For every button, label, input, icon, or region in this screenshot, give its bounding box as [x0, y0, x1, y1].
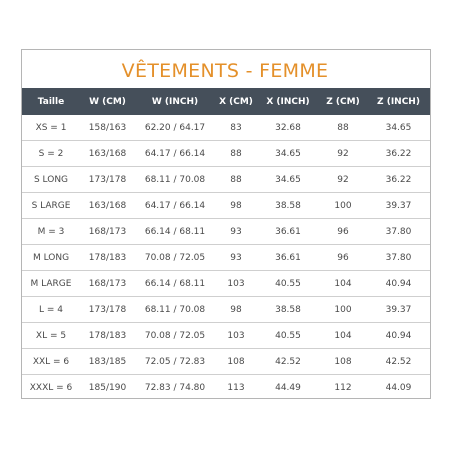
w-inch-cell: 68.11 / 70.08 — [144, 174, 206, 185]
x-inch-cell: 40.55 — [275, 330, 301, 341]
page-title: VÊTEMENTS - FEMME — [121, 60, 329, 82]
w-cm-cell: 178/183 — [88, 330, 127, 341]
x-inch-cell: 32.68 — [275, 122, 301, 133]
table-header — [22, 88, 430, 115]
w-inch-cell: 66.14 / 68.11 — [144, 226, 206, 237]
z-inch-cell: 39.37 — [385, 200, 412, 211]
table-row — [22, 349, 430, 375]
w-inch-cell: 64.17 / 66.14 — [144, 200, 206, 211]
size-cell: S = 2 — [38, 148, 64, 159]
w-inch-cell: 66.14 / 68.11 — [144, 278, 206, 289]
header-w-inch: W (INCH) — [135, 88, 215, 115]
header-z-cm: Z (CM) — [319, 88, 367, 115]
z-inch-cell: 37.80 — [385, 252, 412, 263]
z-inch-cell: 34.65 — [385, 122, 412, 133]
x-inch-cell: 40.55 — [275, 278, 301, 289]
x-cm-cell: 108 — [227, 356, 245, 367]
z-inch-cell: 36.22 — [385, 174, 412, 185]
z-cm-cell: 108 — [334, 356, 352, 367]
size-cell: S LONG — [33, 174, 69, 185]
z-cm-cell: 96 — [337, 252, 349, 263]
x-cm-cell: 98 — [230, 200, 242, 211]
w-inch-cell: 62.20 / 64.17 — [144, 122, 206, 133]
z-cm-cell: 100 — [334, 200, 352, 211]
w-cm-cell: 173/178 — [88, 174, 127, 185]
w-inch-cell: 64.17 / 66.14 — [144, 148, 206, 159]
header-z-inch: Z (INCH) — [367, 88, 430, 115]
w-inch-cell: 70.08 / 72.05 — [144, 252, 206, 263]
x-cm-cell: 113 — [227, 382, 245, 393]
x-cm-cell: 93 — [230, 252, 242, 263]
size-cell: S LARGE — [31, 200, 71, 211]
w-cm-cell: 163/168 — [88, 200, 127, 211]
size-cell: XXL = 6 — [32, 356, 70, 367]
table-row — [22, 219, 430, 245]
z-inch-cell: 37.80 — [385, 226, 412, 237]
table-row — [22, 297, 430, 323]
x-inch-cell: 38.58 — [275, 200, 301, 211]
z-inch-cell: 36.22 — [385, 148, 412, 159]
size-table — [22, 88, 430, 400]
w-inch-cell: 72.83 / 74.80 — [144, 382, 206, 393]
header-row — [22, 88, 430, 115]
size-cell: M LONG — [32, 252, 70, 263]
z-cm-cell: 104 — [334, 330, 352, 341]
x-inch-cell: 34.65 — [275, 148, 301, 159]
header-x-cm: X (CM) — [215, 88, 257, 115]
x-cm-cell: 83 — [230, 122, 242, 133]
x-inch-cell: 36.61 — [275, 226, 301, 237]
z-inch-cell: 44.09 — [385, 382, 412, 393]
size-cell: L = 4 — [38, 304, 63, 315]
table-row — [22, 375, 430, 401]
x-inch-cell: 34.65 — [275, 174, 301, 185]
w-cm-cell: 163/168 — [88, 148, 127, 159]
w-cm-cell: 173/178 — [88, 304, 127, 315]
table-row — [22, 167, 430, 193]
table-row — [22, 141, 430, 167]
z-cm-cell: 96 — [337, 226, 349, 237]
table-row — [22, 245, 430, 271]
w-inch-cell: 70.08 / 72.05 — [144, 330, 206, 341]
table-row — [22, 323, 430, 349]
header-taille: Taille — [22, 88, 80, 115]
z-inch-cell: 40.94 — [385, 278, 412, 289]
size-cell: XS = 1 — [35, 122, 67, 133]
z-cm-cell: 92 — [337, 174, 349, 185]
table-row — [22, 115, 430, 141]
table-row — [22, 271, 430, 297]
x-inch-cell: 42.52 — [275, 356, 301, 367]
table-row — [22, 193, 430, 219]
z-cm-cell: 104 — [334, 278, 352, 289]
w-cm-cell: 178/183 — [88, 252, 127, 263]
x-cm-cell: 98 — [230, 304, 242, 315]
z-inch-cell: 39.37 — [385, 304, 412, 315]
size-cell: M LARGE — [30, 278, 72, 289]
x-cm-cell: 103 — [227, 330, 245, 341]
w-inch-cell: 72.05 / 72.83 — [144, 356, 206, 367]
x-inch-cell: 38.58 — [275, 304, 301, 315]
header-w-cm: W (CM) — [80, 88, 135, 115]
size-cell: XXXL = 6 — [29, 382, 73, 393]
z-inch-cell: 42.52 — [385, 356, 412, 367]
x-cm-cell: 103 — [227, 278, 245, 289]
z-cm-cell: 100 — [334, 304, 352, 315]
w-cm-cell: 168/173 — [88, 278, 127, 289]
w-cm-cell: 168/173 — [88, 226, 127, 237]
x-cm-cell: 88 — [230, 148, 242, 159]
w-cm-cell: 158/163 — [88, 122, 127, 133]
z-cm-cell: 92 — [337, 148, 349, 159]
size-cell: M = 3 — [37, 226, 65, 237]
size-cell: XL = 5 — [35, 330, 67, 341]
z-inch-cell: 40.94 — [385, 330, 412, 341]
header-x-inch: X (INCH) — [257, 88, 319, 115]
x-cm-cell: 93 — [230, 226, 242, 237]
x-inch-cell: 44.49 — [275, 382, 301, 393]
z-cm-cell: 88 — [337, 122, 349, 133]
z-cm-cell: 112 — [334, 382, 352, 393]
w-cm-cell: 183/185 — [88, 356, 127, 367]
w-inch-cell: 68.11 / 70.08 — [144, 304, 206, 315]
x-inch-cell: 36.61 — [275, 252, 301, 263]
w-cm-cell: 185/190 — [88, 382, 127, 393]
table-body — [22, 115, 430, 400]
x-cm-cell: 88 — [230, 174, 242, 185]
